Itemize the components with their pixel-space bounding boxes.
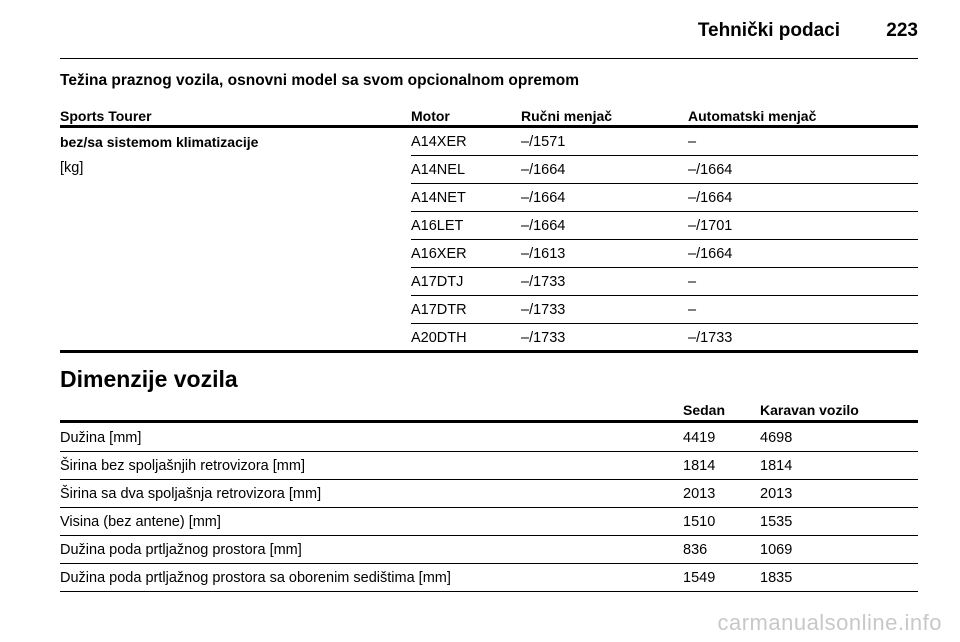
motor-cell: A17DTR bbox=[411, 302, 467, 318]
sedan-cell: 1549 bbox=[683, 570, 716, 586]
karavan-cell: 2013 bbox=[760, 486, 793, 502]
row-rule bbox=[60, 591, 918, 592]
motor-cell: A14XER bbox=[411, 134, 467, 150]
row-rule bbox=[60, 451, 918, 452]
karavan-cell: 1535 bbox=[760, 514, 793, 530]
sedan-cell: 836 bbox=[683, 542, 708, 558]
manual-cell: –/1664 bbox=[521, 190, 566, 206]
col-karavan: Karavan vozilo bbox=[760, 402, 859, 418]
motor-cell: A20DTH bbox=[411, 330, 467, 346]
page-number: 223 bbox=[886, 20, 918, 41]
col-automatic: Automatski menjač bbox=[688, 108, 817, 124]
dimension-label: Visina (bez antene) [mm] bbox=[60, 514, 221, 530]
auto-cell: –/1664 bbox=[688, 246, 733, 262]
karavan-cell: 1069 bbox=[760, 542, 793, 558]
weights-header-rule bbox=[60, 125, 918, 128]
row-rule bbox=[411, 323, 918, 324]
manual-cell: –/1733 bbox=[521, 302, 566, 318]
karavan-cell: 4698 bbox=[760, 430, 793, 446]
row-rule bbox=[60, 563, 918, 564]
karavan-cell: 1835 bbox=[760, 570, 793, 586]
sedan-cell: 4419 bbox=[683, 430, 716, 446]
dimension-label: Dužina [mm] bbox=[60, 430, 142, 446]
row-rule bbox=[60, 507, 918, 508]
col-manual: Ručni menjač bbox=[521, 108, 613, 124]
sedan-cell: 1814 bbox=[683, 458, 716, 474]
col-sedan: Sedan bbox=[683, 402, 726, 418]
dimension-label: Dužina poda prtljažnog prostora [mm] bbox=[60, 542, 302, 558]
manual-cell: –/1733 bbox=[521, 274, 566, 290]
dimension-label: Širina bez spoljašnjih retrovizora [mm] bbox=[60, 458, 305, 474]
auto-cell: –/1664 bbox=[688, 190, 733, 206]
motor-cell: A14NEL bbox=[411, 162, 466, 178]
weights-unit-label: [kg] bbox=[60, 160, 84, 176]
dimension-label: Dužina poda prtljažnog prostora sa oborenim sedištima [mm] bbox=[60, 570, 451, 586]
dimension-label: Širina sa dva spoljašnja retrovizora [mm] bbox=[60, 486, 322, 502]
row-rule bbox=[411, 155, 918, 156]
weights-bottom-rule bbox=[60, 350, 918, 353]
header-title: Tehnički podaci bbox=[697, 20, 840, 41]
manual-cell: –/1733 bbox=[521, 330, 566, 346]
page-header bbox=[60, 14, 918, 59]
motor-cell: A14NET bbox=[411, 190, 466, 206]
manual-cell: –/1571 bbox=[521, 134, 566, 150]
manual-cell: –/1664 bbox=[521, 162, 566, 178]
weights-row-label: bez/sa sistemom klimatizacije bbox=[60, 134, 259, 150]
manual-cell: –/1613 bbox=[521, 246, 566, 262]
sedan-cell: 1510 bbox=[683, 514, 716, 530]
motor-cell: A16LET bbox=[411, 218, 464, 234]
auto-cell: –/1733 bbox=[688, 330, 733, 346]
auto-cell: – bbox=[688, 274, 697, 290]
auto-cell: –/1664 bbox=[688, 162, 733, 178]
row-rule bbox=[411, 295, 918, 296]
watermark-text: carmanualsonline.info bbox=[717, 610, 942, 635]
dimensions-heading: Dimenzije vozila bbox=[60, 366, 238, 392]
col-sports-tourer: Sports Tourer bbox=[60, 108, 152, 124]
dimensions-header-rule bbox=[60, 420, 918, 423]
weights-heading: Težina praznog vozila, osnovni model sa svom opcionalnom opremom bbox=[60, 72, 580, 89]
col-motor: Motor bbox=[411, 108, 450, 124]
motor-cell: A16XER bbox=[411, 246, 467, 262]
manual-cell: –/1664 bbox=[521, 218, 566, 234]
auto-cell: –/1701 bbox=[688, 218, 733, 234]
karavan-cell: 1814 bbox=[760, 458, 793, 474]
row-rule bbox=[60, 479, 918, 480]
auto-cell: – bbox=[688, 134, 697, 150]
row-rule bbox=[411, 183, 918, 184]
row-rule bbox=[411, 211, 918, 212]
row-rule bbox=[411, 267, 918, 268]
row-rule bbox=[60, 535, 918, 536]
auto-cell: – bbox=[688, 302, 697, 318]
motor-cell: A17DTJ bbox=[411, 274, 464, 290]
row-rule bbox=[411, 239, 918, 240]
sedan-cell: 2013 bbox=[683, 486, 716, 502]
